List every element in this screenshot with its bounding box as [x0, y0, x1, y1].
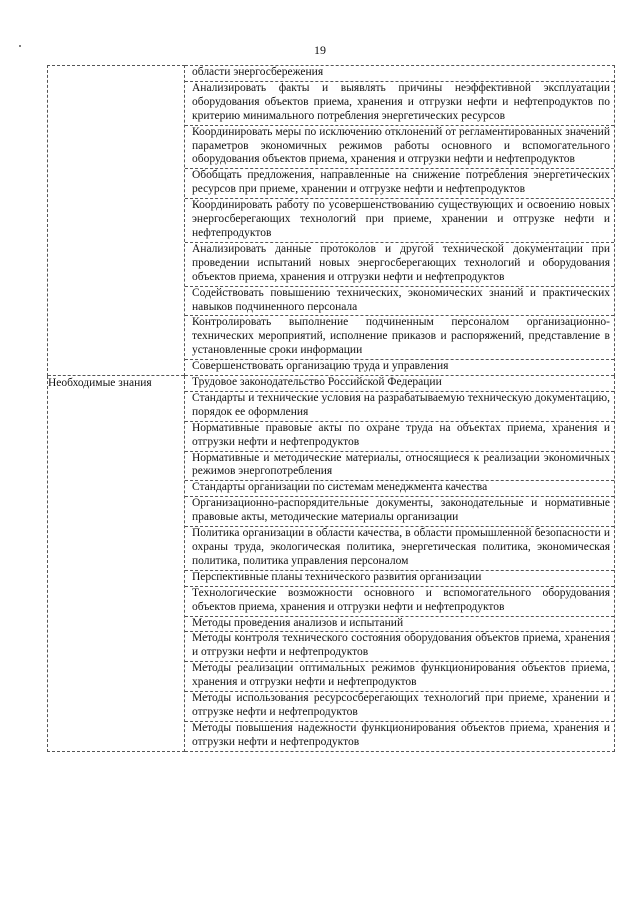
- section-label: [48, 66, 185, 376]
- section-row-knowledge: [48, 376, 615, 752]
- list-item: Анализировать данные протоколов и другой технической документации при проведении испытаний новых энергосберегающих технологий и оборудования объектов приема, хранения и отгрузки нефти и нефтепродуктов: [185, 243, 614, 287]
- list-item: Политика организации в области качества, в области промышленной безопасности и охраны труда, экологическая политика, энергетическая политика, экономическая политика, политика управления персоналом: [185, 527, 614, 571]
- page-number: 19: [314, 43, 326, 57]
- section-label: Необходимые знания: [48, 376, 185, 752]
- list-item: Нормативные и методические материалы, относящиеся к реализации экономичных режимов энергопотребления: [185, 452, 614, 482]
- list-item: Методы повышения надежности функционирования объектов приема, хранения и отгрузки нефти и нефтепродуктов: [192, 721, 610, 748]
- list-item: Организационно-распорядительные документы, законодательные и нормативные правовые акты, методические материалы организации: [185, 497, 614, 527]
- list-item: Стандарты организации по системам менеджмента качества: [185, 481, 614, 497]
- list-item: Методы реализации оптимальных режимов функционирования объектов приема, хранения и отгрузки нефти и нефтепродуктов: [185, 662, 614, 692]
- section-row-skills: [48, 66, 615, 376]
- list-item: Методы проведения анализов и испытаний: [185, 617, 614, 633]
- list-item: Методы контроля технического состояния оборудования объектов приема, хранения и отгрузки нефти и нефтепродуктов: [185, 632, 614, 662]
- list-item: Обобщать предложения, направленные на снижение потребления энергетических ресурсов при приеме, хранении и отгрузке нефти и нефтепродуктов: [185, 169, 614, 199]
- list-item: области энергосбережения: [185, 66, 614, 82]
- list-item: Содействовать повышению технических, экономических знаний и практических навыков подчиненного персонала: [185, 287, 614, 317]
- list-item: Трудовое законодательство Российской Федерации: [185, 376, 614, 392]
- list-item: Координировать работу по усовершенствованию существующих и освоению новых энергосберегающих технологий при приеме, хранении и отгрузке нефти и нефтепродуктов: [185, 199, 614, 243]
- section-items: [185, 66, 615, 376]
- list-item: Контролировать выполнение подчиненным персоналом организационно-технических мероприятий, исполнение приказов и распоряжений, представление в установленные сроки информации: [185, 316, 614, 360]
- list-item: Анализировать факты и выявлять причины неэффективной эксплуатации оборудования объектов приема, хранения и отгрузки нефти и нефтепродуктов по критерию минимального потребления энергетических ресурсов: [185, 82, 614, 126]
- section-items: [185, 376, 615, 752]
- list-item: Технологические возможности основного и вспомогательного оборудования объектов приема, хранения и отгрузки нефти и нефтепродуктов: [185, 587, 614, 617]
- competency-table: [47, 65, 615, 752]
- list-item: Перспективные планы технического развития организации: [185, 571, 614, 587]
- list-item: Совершенствовать организацию труда и управления: [192, 360, 449, 373]
- list-item: Нормативные правовые акты по охране труда на объектах приема, хранения и отгрузки нефти и нефтепродуктов: [185, 422, 614, 452]
- list-item: Стандарты и технические условия на разрабатываемую техническую документацию, порядок ее оформления: [185, 392, 614, 422]
- list-item: Методы использования ресурсосберегающих технологий при приеме, хранении и отгрузке нефти и нефтепродуктов: [185, 692, 614, 722]
- list-item: Координировать меры по исключению отклонений от регламентированных значений параметров экономичных режимов работы основного и вспомогательного оборудования объектов приема, хранения и отгрузки нефти и нефтепродуктов: [185, 126, 614, 170]
